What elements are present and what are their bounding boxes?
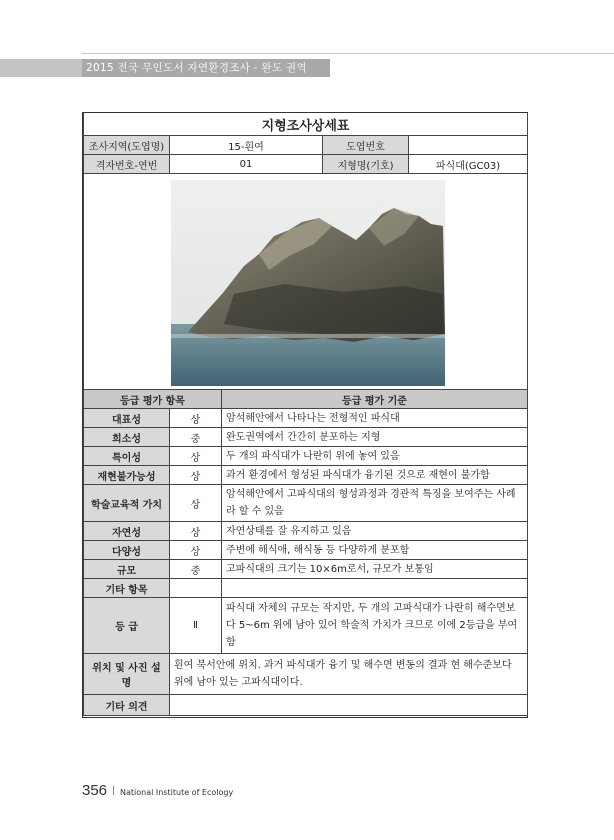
criteria-text: 두 개의 파식대가 나란히 위에 놓여 있음 <box>222 447 528 466</box>
criteria-grade: 상 <box>170 522 222 541</box>
criteria-item: 다양성 <box>84 541 170 560</box>
landform-value: 파식대(GC03) <box>409 155 528 174</box>
criteria-text: 과거 환경에서 형성된 파식대가 융기된 것으로 재현이 불가함 <box>222 466 528 485</box>
criteria-grade: 상 <box>170 541 222 560</box>
criteria-text: 완도권역에서 간간히 분포하는 지형 <box>222 428 528 447</box>
criteria-text: 자연상태를 잘 유지하고 있음 <box>222 522 528 541</box>
footer-organization: National Institute of Ecology <box>120 788 234 797</box>
location-text: 흰여 북서안에 위치. 과거 파식대가 융기 및 해수면 변동의 결과 현 해수준보다 위에 남아 있는 고파식대이다. <box>170 654 528 695</box>
other-opinion-label: 기타 의견 <box>84 695 170 716</box>
surf <box>171 334 445 338</box>
mapno-value <box>409 136 528 155</box>
grid-value: 01 <box>170 155 323 174</box>
criteria-text: 주변에 해식애, 해식동 등 다양하게 분포함 <box>222 541 528 560</box>
header-rule <box>82 53 614 54</box>
footer <box>82 780 233 799</box>
rock-shadow <box>224 284 443 334</box>
overall-grade-text: 파식대 자체의 규모는 작지만, 두 개의 고파식대가 나란히 해수면보다 5~6m 위에 남아 있어 학술적 가치가 크므로 이에 2등급을 부여함 <box>222 598 528 654</box>
criteria-item: 기타 항목 <box>84 579 170 598</box>
criteria-item: 학술교육적 가치 <box>84 485 170 522</box>
header-title: 2015 전국 무인도서 자연환경조사 - 완도 권역 <box>86 62 307 74</box>
footer-divider <box>113 786 114 795</box>
criteria-grade <box>170 579 222 598</box>
mapno-label: 도엽번호 <box>323 136 409 155</box>
survey-sheet <box>82 112 528 718</box>
location-label: 위치 및 사진 설명 <box>84 654 170 695</box>
sheet-table <box>83 113 528 716</box>
criteria-grade: 상 <box>170 466 222 485</box>
other-opinion-text <box>170 695 528 716</box>
criteria-text: 암석해안에서 나타나는 전형적인 파식대 <box>222 409 528 428</box>
landform-label: 지형명(기호) <box>323 155 409 174</box>
criteria-item: 특이성 <box>84 447 170 466</box>
criteria-text: 고파식대의 크기는 10×6m로서, 규모가 보통임 <box>222 560 528 579</box>
criteria-grade: 상 <box>170 485 222 522</box>
criteria-item: 희소성 <box>84 428 170 447</box>
criteria-item: 대표성 <box>84 409 170 428</box>
criteria-grade: 상 <box>170 409 222 428</box>
criteria-item: 재현불가능성 <box>84 466 170 485</box>
eval-criteria-header: 등급 평가 기준 <box>222 390 528 409</box>
overall-grade: Ⅱ <box>170 598 222 654</box>
criteria-grade: 중 <box>170 428 222 447</box>
site-label: 조사지역(도엽명) <box>84 136 170 155</box>
criteria-text: 암석해안에서 고파식대의 형성과정과 경관적 특징을 보여주는 사례라 할 수 있음 <box>222 485 528 522</box>
eval-item-header: 등급 평가 항목 <box>84 390 222 409</box>
header-tab-left <box>0 59 82 77</box>
criteria-grade: 상 <box>170 447 222 466</box>
grid-label: 격자번호-연번 <box>84 155 170 174</box>
criteria-grade: 중 <box>170 560 222 579</box>
overall-grade-label: 등 급 <box>84 598 170 654</box>
photo-cell <box>84 174 528 390</box>
page-number: 356 <box>82 782 108 799</box>
sea-stack-photo <box>84 174 528 389</box>
criteria-item: 자연성 <box>84 522 170 541</box>
site-value: 15-흰여 <box>170 136 323 155</box>
sheet-title: 지형조사상세표 <box>84 113 528 136</box>
criteria-item: 규모 <box>84 560 170 579</box>
criteria-text <box>222 579 528 598</box>
